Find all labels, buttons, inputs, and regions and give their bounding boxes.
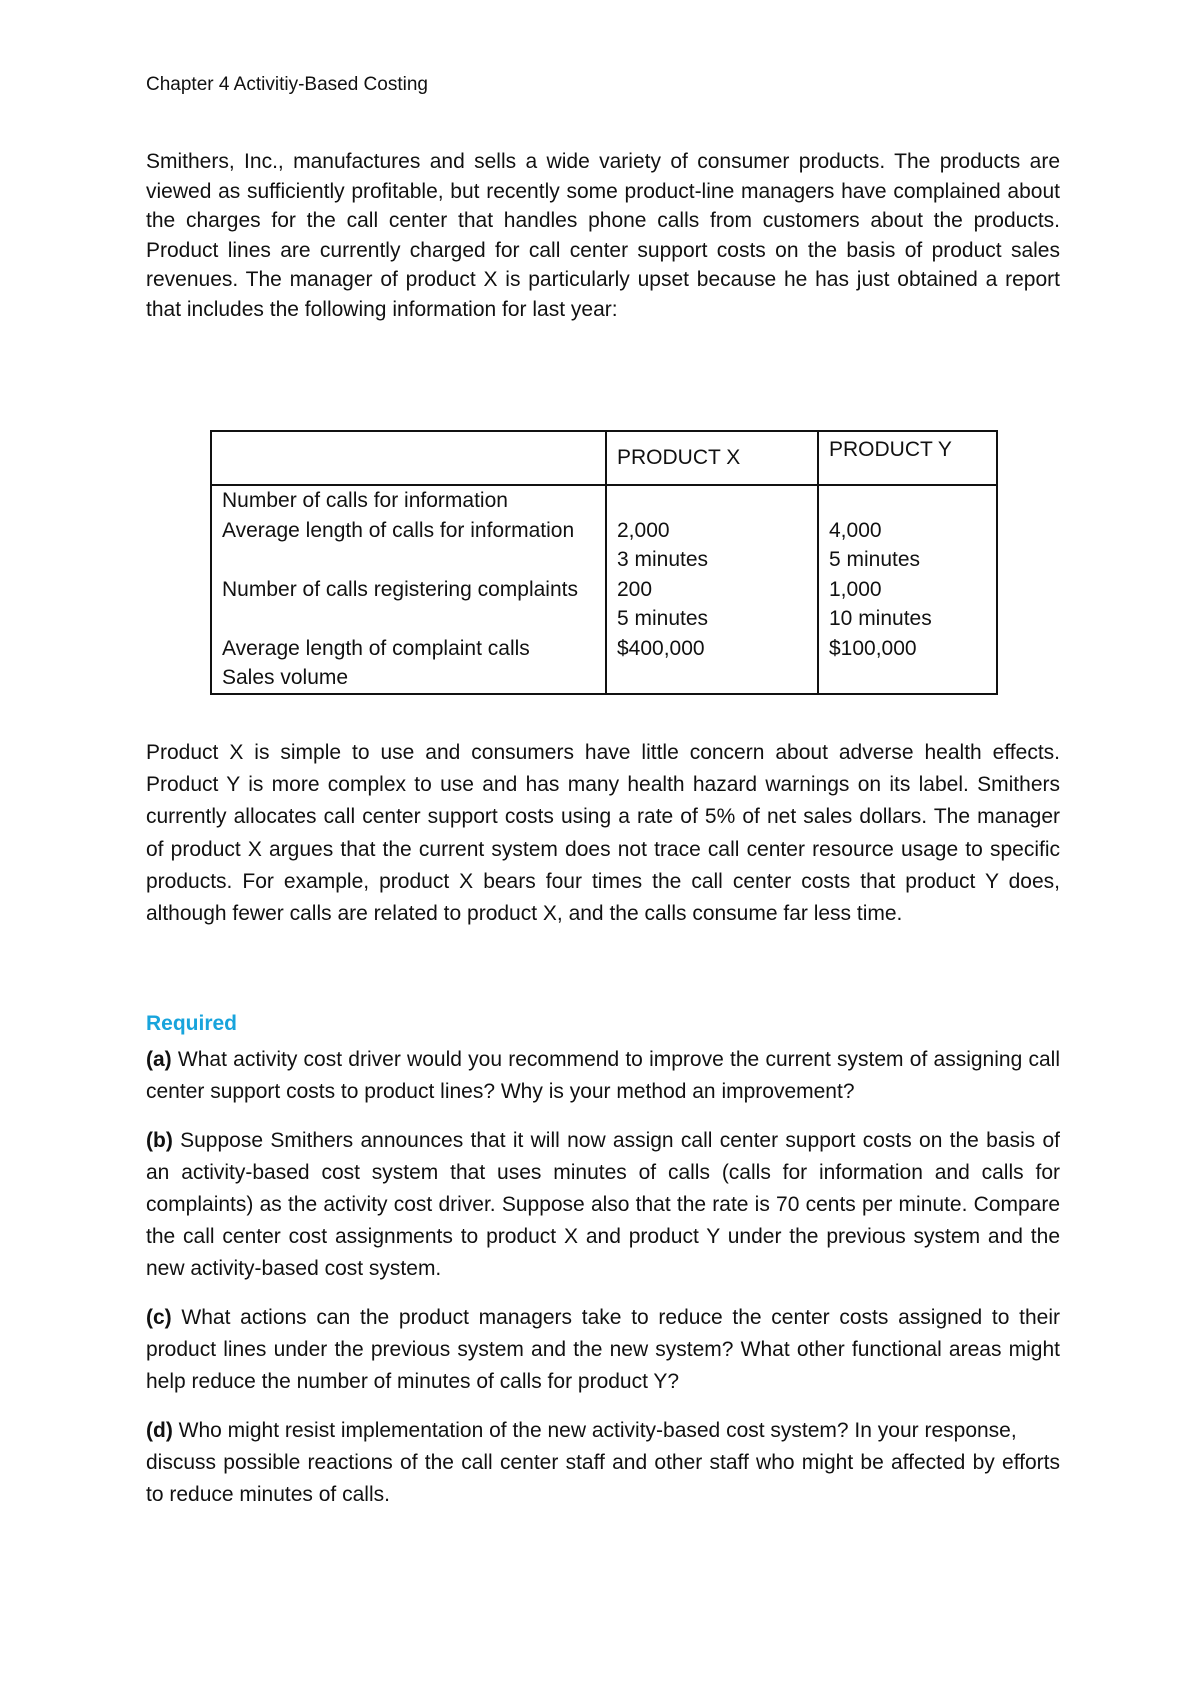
labels-cell xyxy=(211,485,606,694)
question-b xyxy=(146,1125,1060,1285)
question-d-text-continued: discuss possible reactions of the call center staff and other staff who might be affected by efforts to reduce minutes of calls. xyxy=(146,1451,1060,1506)
label-avg-length-info: Average length of calls for information xyxy=(222,518,575,542)
question-a-text: What activity cost driver would you recommend to improve the current system of assigning call center support costs to product lines? Why is your method an improvement? xyxy=(146,1048,1060,1103)
question-b-letter: (b) xyxy=(146,1129,173,1152)
y-calls-info: 4,000 xyxy=(829,518,882,542)
question-d xyxy=(146,1415,1060,1511)
y-avg-length-complaint: 10 minutes xyxy=(829,607,932,630)
label-avg-length-complaint: Average length of complaint calls xyxy=(222,636,530,660)
table-header-row xyxy=(211,431,997,485)
y-calls-complaints: 1,000 xyxy=(829,577,882,601)
intro-paragraph: Smithers, Inc., manufactures and sells a wide variety of consumer products. The products are viewed as sufficiently profitable, but recently some product-line managers have complained about the charges for the call center that handles phone calls from customers about the products. Product lines are currently charged for call center support costs on the basis of product sales revenues. The manager of product X is particularly upset because he has just obtained a report that includes the following information for last year: xyxy=(146,150,1060,321)
question-b-text: Suppose Smithers announces that it will now assign call center support costs on the basis of an activity-based cost system that uses minutes of calls (calls for information and calls for complaints) as the activity cost driver. Suppose also that the rate is 70 cents per minute. Compare the call center cost assignments to product X and product Y under the previous system and the new activity-based cost system. xyxy=(146,1129,1060,1280)
table-body-row xyxy=(211,485,997,694)
call-data-table xyxy=(210,430,998,695)
product-y-cell xyxy=(818,485,997,694)
y-sales-volume: $100,000 xyxy=(829,636,917,660)
body-paragraph: Product X is simple to use and consumers have little concern about adverse health effects. Product Y is more complex to use and has many health hazard warnings on its label. Smithers currently allocates call center support costs using a rate of 5% of net sales dollars. The manager of product X argues that the current system does not trace call center resource usage to specific products. For example, product X bears four times the call center costs that product Y does, although fewer calls are related to product X, and the calls consume far less time. xyxy=(146,741,1060,926)
x-avg-length-info: 3 minutes xyxy=(617,548,709,571)
question-a-letter: (a) xyxy=(146,1048,172,1071)
label-calls-info: Number of calls for information xyxy=(222,489,508,512)
header-product-x: PRODUCT X xyxy=(606,431,818,485)
header-blank-cell xyxy=(211,431,606,485)
question-c-letter: (c) xyxy=(146,1306,172,1329)
y-avg-length-info: 5 minutes xyxy=(829,548,921,571)
question-a xyxy=(146,1044,1060,1108)
question-c-text: What actions can the product managers take to reduce the center costs assigned to their product lines under the previous system and the new system? What other functional areas might help reduce the number of minutes of calls for product Y? xyxy=(146,1306,1060,1393)
label-sales-volume: Sales volume xyxy=(222,666,349,689)
question-d-letter: (d) xyxy=(146,1419,173,1442)
x-calls-complaints: 200 xyxy=(617,577,653,601)
product-x-cell xyxy=(606,485,818,694)
x-calls-info: 2,000 xyxy=(617,518,670,542)
required-heading: Required xyxy=(146,1012,238,1035)
x-avg-length-complaint: 5 minutes xyxy=(617,607,709,630)
x-sales-volume: $400,000 xyxy=(617,636,705,660)
label-calls-complaints: Number of calls registering complaints xyxy=(222,577,578,601)
question-c xyxy=(146,1302,1060,1398)
question-d-text: Who might resist implementation of the new activity-based cost system? In your response, xyxy=(172,1419,1017,1442)
chapter-header: Chapter 4 Activitiy-Based Costing xyxy=(146,74,428,95)
header-product-y: PRODUCT Y xyxy=(818,431,997,485)
